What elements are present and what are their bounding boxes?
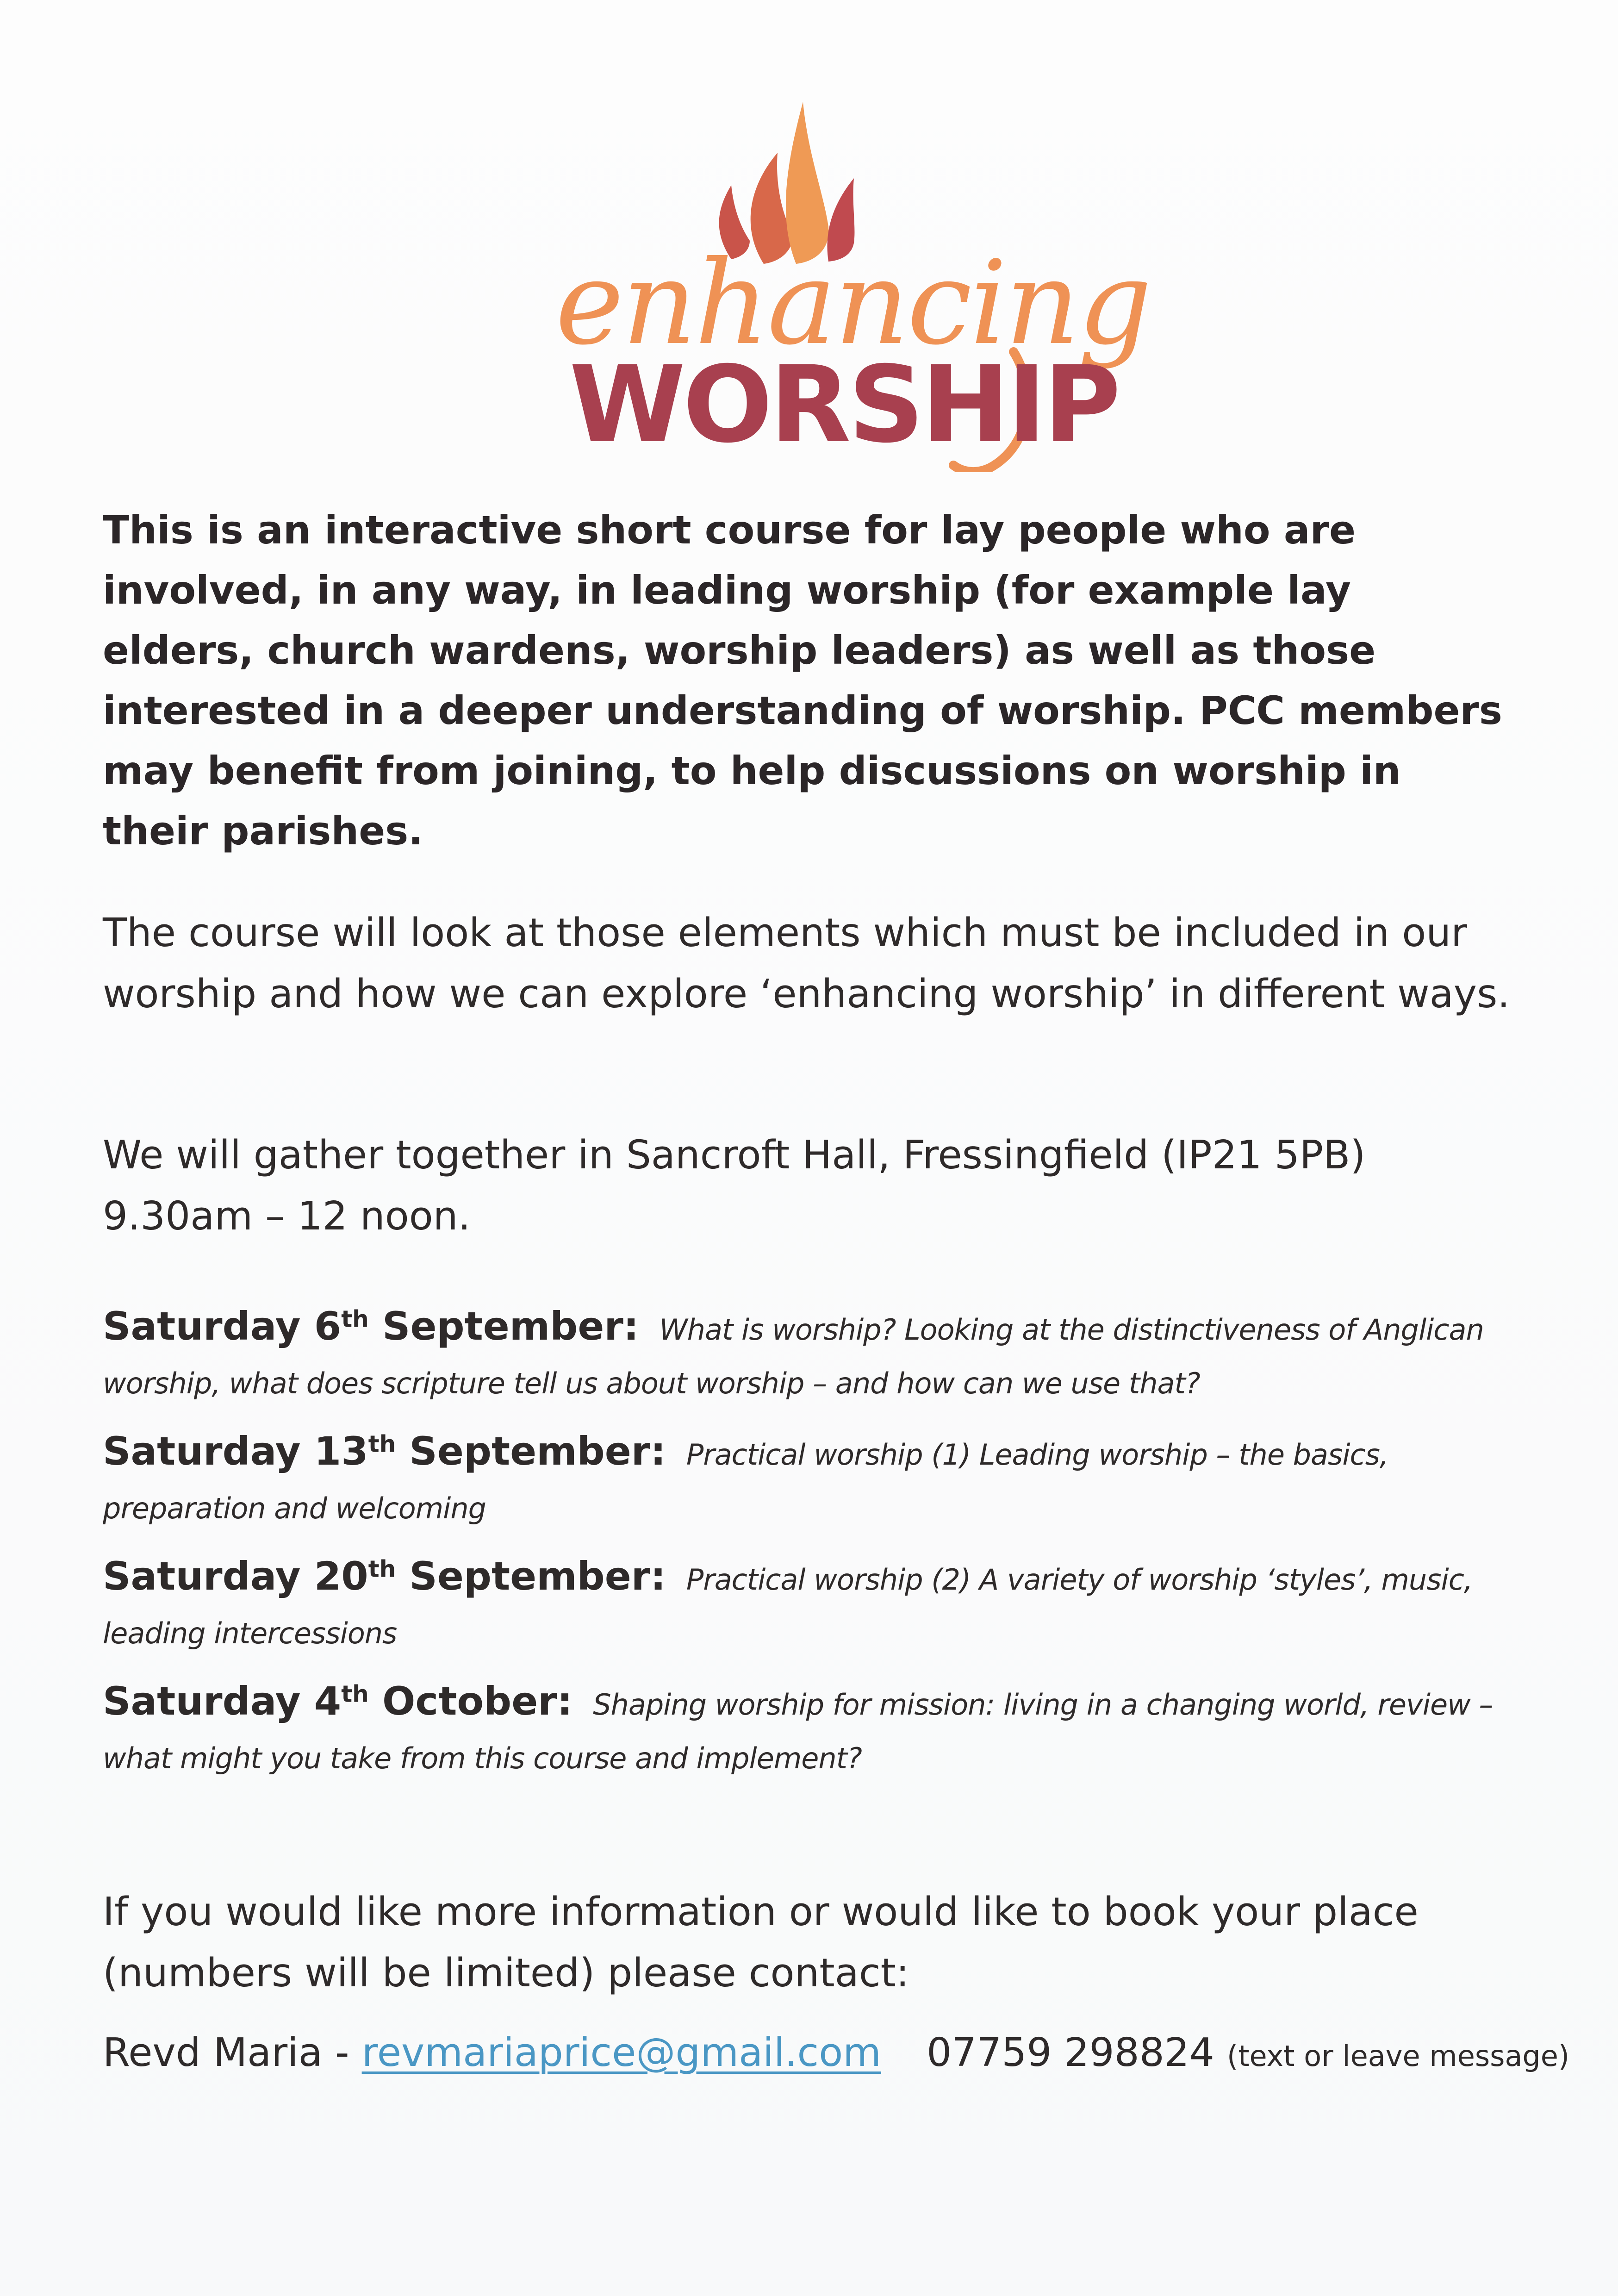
session-item	[103, 1553, 1514, 1664]
session-description: What is worship? Looking at the distinctiveness of Anglican worship, what does scripture tell us about worship – and how can we use that?	[103, 1313, 1484, 1400]
session-description: Practical worship (2) A variety of worship ‘styles’, music, leading intercessions	[103, 1563, 1473, 1650]
booking-info: If you would like more information or would like to book your place (numbers will be limited) please contact:	[103, 1889, 1419, 1996]
session-item	[103, 1303, 1514, 1414]
session-date: Saturday 13th September:	[103, 1429, 666, 1474]
contact-note: (text or leave message)	[1227, 2039, 1570, 2073]
contact-email-link[interactable]: revmariaprice@gmail.com	[361, 2030, 881, 2076]
session-item	[103, 1678, 1514, 1789]
contact-name: Revd Maria -	[103, 2030, 349, 2076]
intro-paragraph: This is an interactive short course for lay people who are involved, in any way, in leading worship (for example lay elders, church wardens, worship leaders) as well as those interested in a deeper understanding of worship. PCC members may benefit from joining, to help discussions on worship in their parishes.	[103, 507, 1502, 854]
logo-bold-text: WORSHIP	[569, 343, 1118, 466]
session-date: Saturday 20th September:	[103, 1554, 666, 1599]
session-description: Practical worship (1) Leading worship – the basics, preparation and welcoming	[103, 1438, 1388, 1525]
session-item	[103, 1428, 1514, 1539]
session-date: Saturday 4th October:	[103, 1678, 573, 1724]
course-description: The course will look at those elements which must be included in our worship and how we can explore ‘enhancing worship’ in different ways.	[103, 910, 1510, 1017]
enhancing-worship-logo	[546, 93, 1151, 472]
contact-phone: 07759 298824	[927, 2030, 1214, 2076]
contact-line	[103, 2023, 1570, 2086]
session-description: Shaping worship for mission: living in a changing world, review – what might you take from this course and implement?	[103, 1688, 1493, 1775]
time-text: 9.30am – 12 noon.	[103, 1193, 471, 1239]
venue-text: We will gather together in Sancroft Hall, Fressingfield (IP21 5PB)	[103, 1132, 1366, 1178]
logo-script-text: enhancing	[555, 236, 1151, 370]
session-date: Saturday 6th September:	[103, 1304, 639, 1349]
